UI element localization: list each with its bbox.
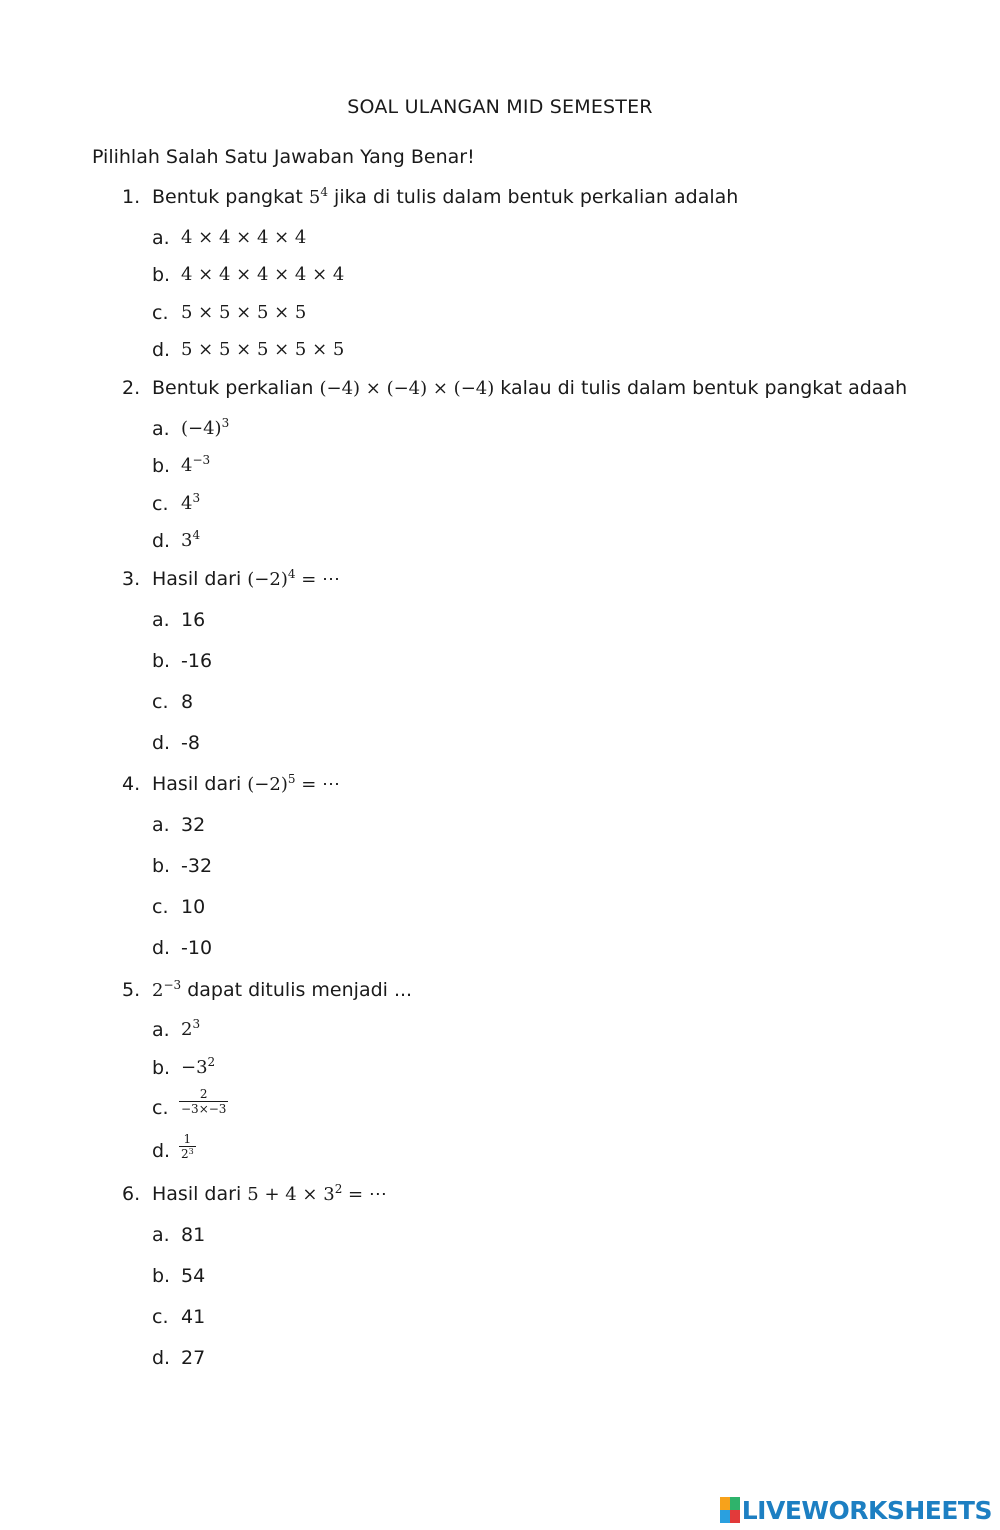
option-value[interactable]: 5 × 5 × 5 × 5 × 5 (181, 339, 345, 360)
option-value[interactable]: 27 (181, 1347, 206, 1369)
option-letter[interactable]: c. (152, 1306, 169, 1328)
option-letter[interactable]: a. (152, 1224, 170, 1246)
fraction (179, 1088, 228, 1116)
option-value[interactable]: 32 (181, 814, 206, 836)
math-exponent: 4 (320, 185, 329, 199)
option-value[interactable]: 10 (181, 896, 206, 918)
question-text (152, 186, 738, 208)
option-letter[interactable]: d. (152, 1347, 171, 1369)
math-exponent: 5 (287, 772, 296, 786)
liveworksheets-logo-icon (720, 1497, 740, 1523)
question-text (152, 377, 907, 399)
question-text-part: Hasil dari (152, 773, 248, 795)
option-value[interactable]: 41 (181, 1306, 206, 1328)
option-letter[interactable]: b. (152, 264, 171, 286)
math-exponent: 3 (221, 416, 230, 430)
question-text (152, 773, 340, 795)
liveworksheets-watermark (720, 1494, 992, 1526)
option-letter[interactable]: c. (152, 691, 169, 713)
question-number: 2. (122, 377, 141, 399)
option-value[interactable] (181, 418, 229, 439)
page-title: SOAL ULANGAN MID SEMESTER (347, 96, 653, 118)
math-base: 2 (181, 1019, 193, 1040)
option-letter[interactable]: b. (152, 1057, 171, 1079)
option-value[interactable]: -32 (181, 855, 213, 877)
question-text-part: Bentuk perkalian (152, 377, 320, 399)
math-expression (247, 1184, 387, 1205)
option-letter[interactable]: d. (152, 339, 171, 361)
math-exponent: 3 (192, 1017, 201, 1031)
math-base: 2 (152, 980, 164, 1001)
option-value[interactable] (181, 530, 200, 551)
math-exponent: 3 (192, 491, 201, 505)
math-base: (−4) (181, 418, 222, 439)
option-value[interactable]: -10 (181, 937, 213, 959)
option-letter[interactable]: d. (152, 530, 171, 552)
option-letter[interactable]: c. (152, 896, 169, 918)
option-value[interactable]: -8 (181, 732, 200, 754)
question-number: 5. (122, 979, 141, 1001)
option-value[interactable]: 81 (181, 1224, 206, 1246)
question-text-part: dapat ditulis menjadi ... (181, 979, 413, 1001)
option-letter[interactable]: b. (152, 1265, 171, 1287)
question-text-part: jika di tulis dalam bentuk perkalian adalah (328, 186, 739, 208)
option-value[interactable]: 54 (181, 1265, 206, 1287)
option-letter[interactable]: d. (152, 937, 171, 959)
math-base: −3 (181, 1057, 208, 1078)
math-base: 3 (181, 530, 193, 551)
question-text-part: Hasil dari (152, 1183, 248, 1205)
option-value[interactable] (179, 1088, 228, 1116)
math-exponent: 4 (192, 528, 201, 542)
question-text (152, 1183, 387, 1205)
question-text (152, 979, 412, 1001)
math-prefix: 5 + 4 × (247, 1184, 324, 1205)
option-value[interactable]: 4 × 4 × 4 × 4 (181, 227, 307, 248)
math-exponent: 2 (334, 1182, 343, 1196)
math-exponent: −3 (192, 453, 211, 467)
math-tail: = ⋯ (342, 1184, 387, 1205)
option-value[interactable] (181, 1057, 215, 1078)
fraction (179, 1133, 196, 1161)
fraction-denominator: −3×−3 (181, 1102, 227, 1117)
math-base: (−2) (247, 569, 288, 590)
option-letter[interactable]: a. (152, 1019, 170, 1041)
option-letter[interactable]: d. (152, 1140, 171, 1162)
math-expression (309, 187, 328, 208)
option-letter[interactable]: a. (152, 609, 170, 631)
instruction-text: Pilihlah Salah Satu Jawaban Yang Benar! (92, 146, 475, 168)
option-letter[interactable]: b. (152, 855, 171, 877)
question-number: 6. (122, 1183, 141, 1205)
option-letter[interactable]: c. (152, 1097, 169, 1119)
question-number: 3. (122, 568, 141, 590)
watermark-text: LIVEWORKSHEETS (741, 1495, 992, 1525)
fraction-numerator: 2 (199, 1087, 208, 1101)
math-base: 2 (181, 1147, 189, 1162)
question-text-part: Bentuk pangkat (152, 186, 309, 208)
question-text (152, 568, 340, 590)
math-base: 4 (181, 455, 193, 476)
math-expression: (−4) × (−4) × (−4) (319, 378, 495, 399)
math-expression (247, 569, 340, 590)
math-exponent: −3 (163, 978, 182, 992)
option-value[interactable] (181, 455, 210, 476)
math-exponent: 2 (207, 1055, 216, 1069)
option-value[interactable]: -16 (181, 650, 213, 672)
option-letter[interactable]: c. (152, 302, 169, 324)
option-value[interactable] (179, 1133, 196, 1161)
fraction-denominator (179, 1146, 196, 1161)
option-value[interactable]: 8 (181, 691, 194, 713)
option-letter[interactable]: b. (152, 650, 171, 672)
option-letter[interactable]: c. (152, 493, 169, 515)
option-value[interactable] (181, 493, 200, 514)
fraction-numerator: 1 (183, 1132, 192, 1146)
math-expression (247, 774, 340, 795)
option-letter[interactable]: a. (152, 814, 170, 836)
math-tail: = ⋯ (295, 774, 341, 795)
question-number: 1. (122, 186, 141, 208)
math-exponent: 3 (188, 1147, 194, 1157)
option-letter[interactable]: b. (152, 455, 171, 477)
option-letter[interactable]: a. (152, 227, 170, 249)
question-text-part: Hasil dari (152, 568, 248, 590)
math-base: (−2) (247, 774, 288, 795)
math-base: 3 (323, 1184, 335, 1205)
option-letter[interactable]: d. (152, 732, 171, 754)
math-tail: = ⋯ (295, 569, 341, 590)
math-base: 4 (181, 493, 193, 514)
option-value[interactable]: 5 × 5 × 5 × 5 (181, 302, 307, 323)
option-letter[interactable]: a. (152, 418, 170, 440)
question-text-part: kalau di tulis dalam bentuk pangkat adaah (494, 377, 908, 399)
option-value[interactable] (181, 1019, 200, 1040)
math-expression (152, 980, 181, 1001)
option-value[interactable]: 16 (181, 609, 206, 631)
option-value[interactable]: 4 × 4 × 4 × 4 × 4 (181, 264, 345, 285)
question-number: 4. (122, 773, 141, 795)
math-exponent: 4 (287, 567, 296, 581)
math-base: 5 (308, 187, 321, 208)
